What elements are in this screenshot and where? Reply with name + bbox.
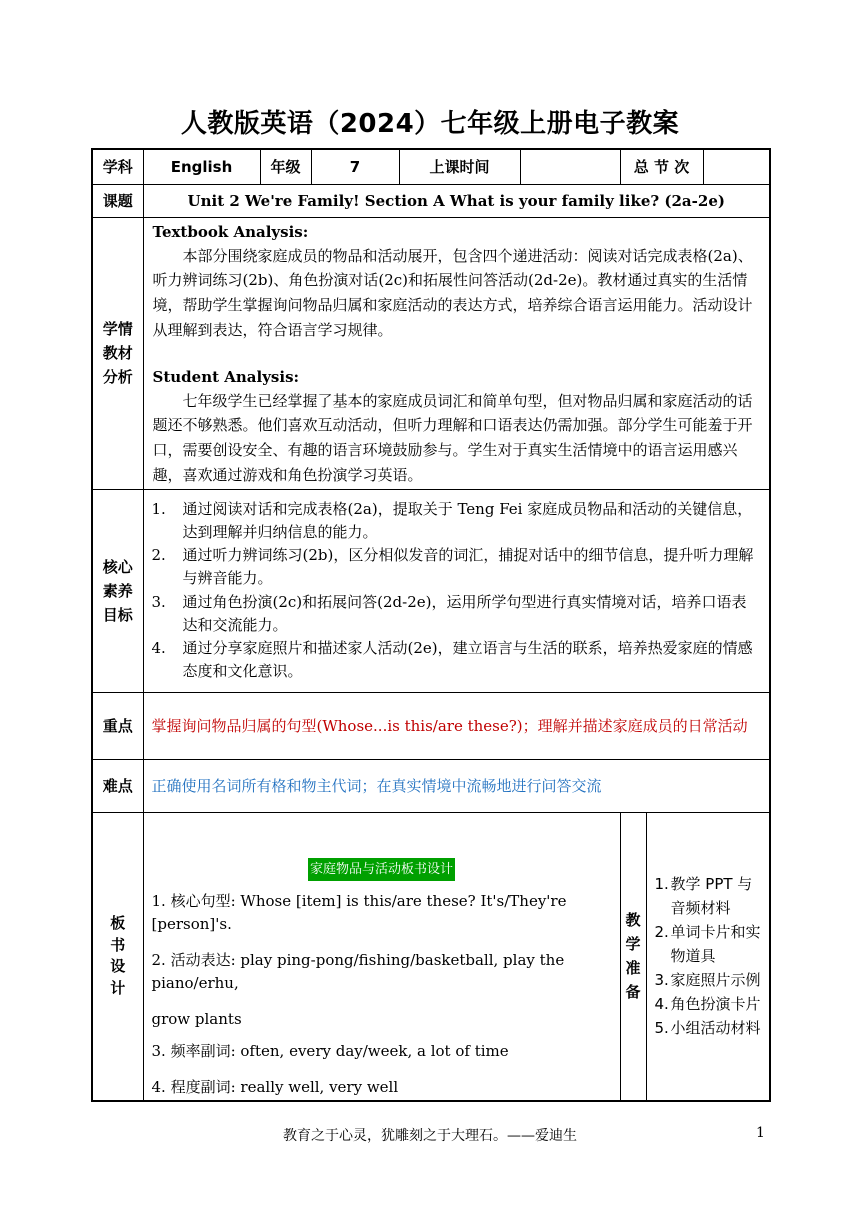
prep-item: 1. 教学 PPT 与音频材料 [654, 875, 753, 918]
topic-row [92, 184, 770, 217]
total-periods-value [703, 149, 770, 184]
goals-content [143, 489, 770, 692]
grade-label: 年级 [260, 149, 311, 184]
topic-label: 课题 [92, 184, 143, 217]
board-line: 3. 频率副词: often, every day/week, a lot of time [151, 1041, 509, 1060]
document-title: 人教版英语（2024）七年级上册电子教案 [180, 109, 680, 139]
goal-item: 3. 通过角色扮演(2c)和拓展问答(2d-2e)，运用所学句型进行真实情境对话，培养口语表达和交流能力。 [151, 592, 747, 634]
board-line: 2. 活动表达: play ping-pong/fishing/basketball, play the piano/erhu, [151, 951, 565, 992]
analysis-content [143, 217, 770, 489]
board-design-heading: 家庭物品与活动板书设计 [308, 858, 455, 882]
textbook-analysis-body: 本部分围绕家庭成员的物品和活动展开，包含四个递进活动：阅读对话完成表格(2a)、听力辨词练习(2b)、角色扮演对话(2c)和拓展性问答活动(2d-2e)。教材通过真实的生活情境，帮助学生掌握询问物品归属和家庭活动的表达方式，培养综合语言运用能力。活动设计从理解到表达，符合语言学习规律。 [152, 246, 753, 339]
board-line: 1. 核心句型: Whose [item] is this/are these? It's/They're [person]'s. [151, 892, 567, 933]
student-analysis-body: 七年级学生已经掌握了基本的家庭成员词汇和简单句型，但对物品归属和家庭活动的话题还不够熟悉。他们喜欢互动活动，但听力理解和口语表达仍需加强。部分学生可能羞于开口，需要创设安全、有趣的语言环境鼓励参与。学生对于真实生活情境中的语言运用感兴趣，喜欢通过游戏和角色扮演学习英语。 [152, 391, 753, 484]
prep-item: 4. 角色扮演卡片 [654, 995, 761, 1014]
class-time-label: 上课时间 [399, 149, 520, 184]
board-row [92, 812, 770, 1101]
subject-value: English [143, 149, 260, 184]
prep-item: 5. 小组活动材料 [654, 1019, 761, 1038]
lesson-plan-table [91, 148, 771, 1102]
prep-item: 3. 家庭照片示例 [654, 971, 761, 990]
board-line: grow plants [151, 1010, 242, 1028]
textbook-analysis-heading: Textbook Analysis: [152, 222, 309, 241]
grade-value: 7 [311, 149, 399, 184]
header-row [92, 149, 770, 184]
footer-quote: 教育之于心灵，犹雕刻之于大理石。——爱迪生 [283, 1128, 577, 1144]
board-design-label: 板 书 设 计 [92, 812, 143, 1101]
teaching-prep-label: 教 学 准 备 [620, 812, 646, 1101]
analysis-row [92, 217, 770, 489]
key-point-text: 掌握询问物品归属的句型(Whose...is this/are these?)；理解并描述家庭成员的日常活动 [143, 692, 770, 759]
difficulty-row [92, 759, 770, 812]
key-point-label: 重点 [92, 692, 143, 759]
difficulty-text: 正确使用名词所有格和物主代词；在真实情境中流畅地进行问答交流 [143, 759, 770, 812]
goals-label: 核心 素养 目标 [92, 489, 143, 692]
board-design-content [143, 812, 620, 1101]
topic-value: Unit 2 We're Family! Section A What is your family like? (2a-2e) [143, 184, 770, 217]
class-time-value [520, 149, 620, 184]
board-line: 4. 程度副词: really well, very well [151, 1078, 399, 1096]
goal-item: 4. 通过分享家庭照片和描述家人活动(2e)，建立语言与生活的联系，培养热爱家庭的情感态度和文化意识。 [151, 639, 753, 681]
analysis-label: 学情 教材 分析 [92, 217, 143, 489]
goals-list [152, 498, 760, 684]
goal-item: 1. 通过阅读对话和完成表格(2a)，提取关于 Teng Fei 家庭成员物品和活动的关键信息，达到理解并归纳信息的能力。 [151, 499, 753, 541]
goals-row [92, 489, 770, 692]
total-periods-label: 总 节 次 [620, 149, 703, 184]
teaching-prep-content [646, 812, 770, 1101]
subject-label: 学科 [92, 149, 143, 184]
prep-item: 2. 单词卡片和实物道具 [654, 923, 761, 966]
page-number: 1 [756, 1125, 765, 1141]
goal-item: 2. 通过听力辨词练习(2b)，区分相似发音的词汇，捕捉对话中的细节信息，提升听力理解与辨音能力。 [151, 546, 754, 588]
difficulty-label: 难点 [92, 759, 143, 812]
student-analysis-heading: Student Analysis: [152, 367, 300, 386]
key-point-row [92, 692, 770, 759]
